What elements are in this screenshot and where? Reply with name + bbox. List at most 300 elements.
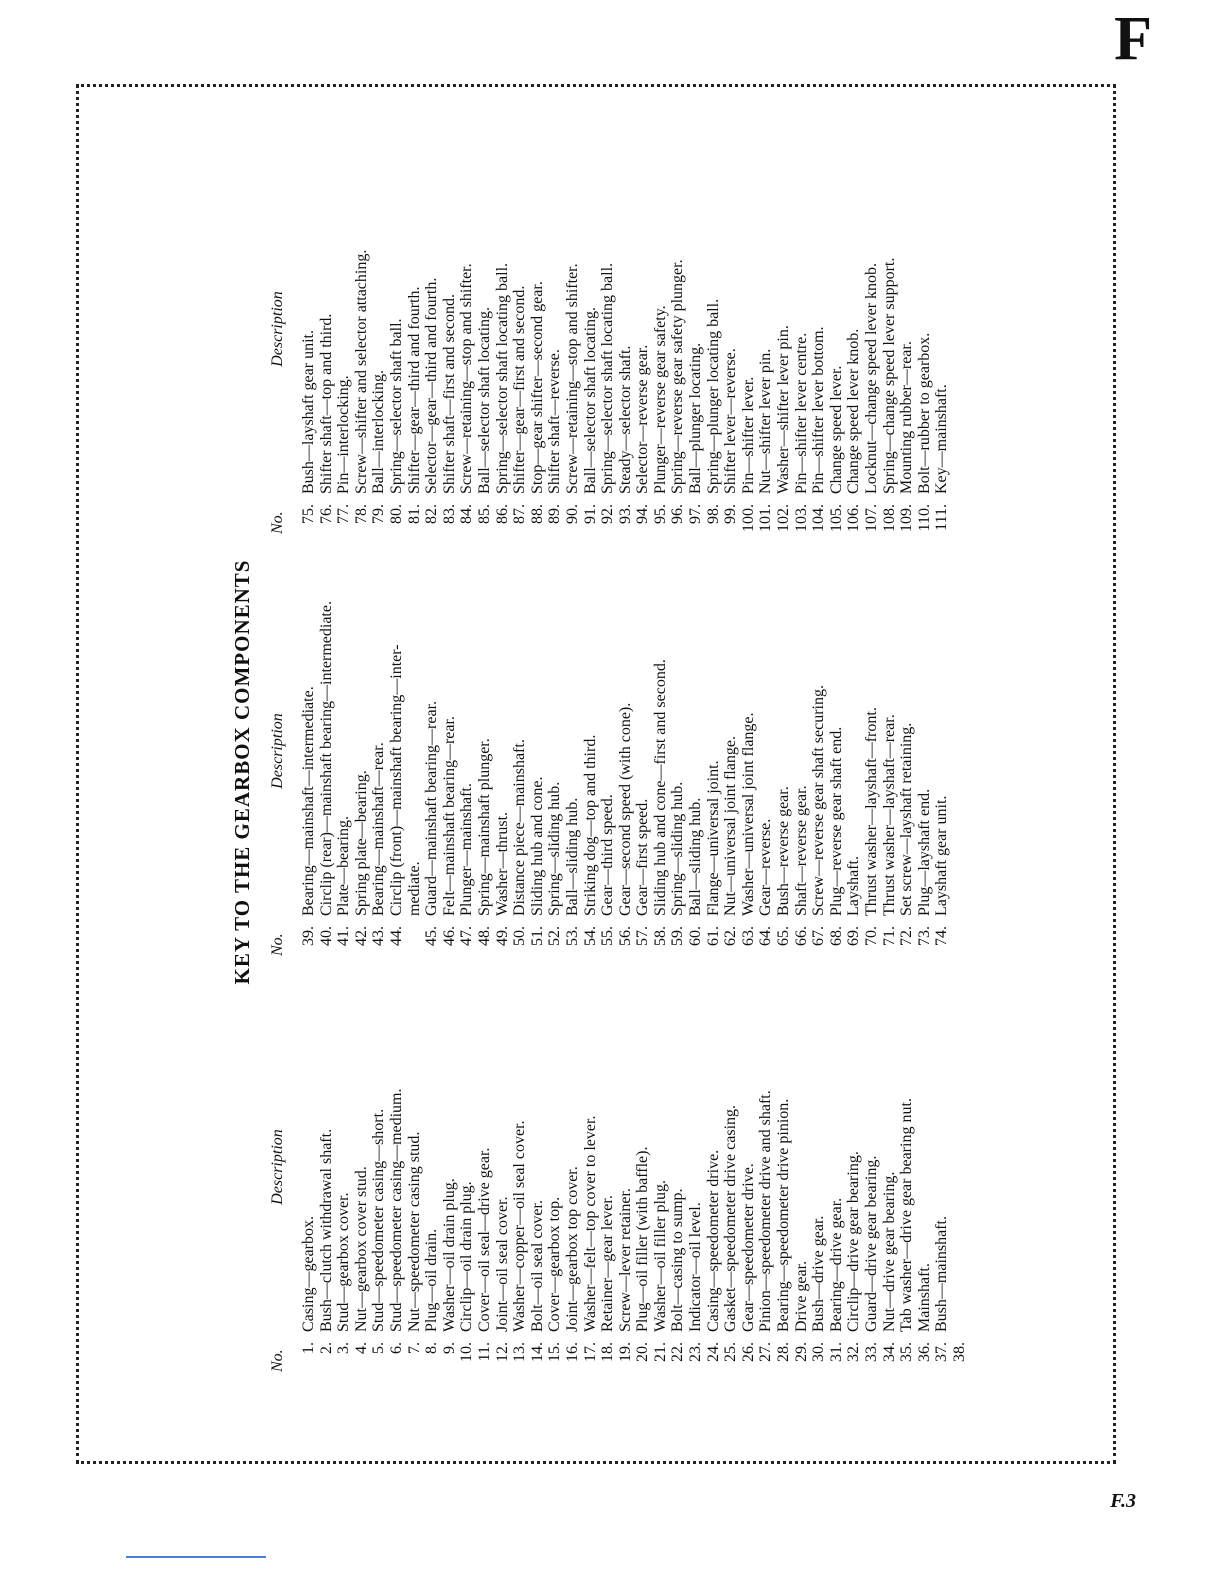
item-number: 72.	[898, 926, 916, 946]
key-row	[370, 1002, 388, 1372]
key-row	[546, 1002, 564, 1372]
item-description: Cover—gearbox top.	[546, 1196, 564, 1332]
item-number: 27.	[757, 1342, 775, 1362]
item-number: 81.	[405, 504, 423, 524]
item-description: Flange—universal joint.	[704, 760, 722, 916]
item-number: 19.	[616, 1342, 634, 1362]
item-number: 89.	[546, 504, 564, 524]
key-row	[810, 586, 828, 956]
parts-key	[230, 172, 968, 1372]
key-row	[933, 586, 951, 956]
key-row	[318, 586, 336, 956]
key-row	[898, 164, 916, 534]
item-description: Bearing—drive gear.	[827, 1197, 845, 1332]
key-row	[652, 1002, 670, 1372]
key-row	[722, 586, 740, 956]
item-number: 18.	[599, 1342, 617, 1362]
item-number: 16.	[563, 1342, 581, 1362]
item-description: Gear—first speed.	[634, 798, 652, 916]
key-row	[793, 586, 811, 956]
key-row	[318, 1002, 336, 1372]
item-number: 71.	[880, 926, 898, 946]
item-description: Screw—reverse gear shaft securing.	[810, 684, 828, 916]
item-number: 24.	[704, 1342, 722, 1362]
item-description: Selector—reverse gear.	[634, 344, 652, 494]
item-description: Joint—oil seal cover.	[493, 1196, 511, 1332]
key-row	[599, 586, 617, 956]
item-number: 36.	[915, 1342, 933, 1362]
item-number: 9.	[440, 1342, 458, 1354]
item-description: Gear—second speed (with cone).	[616, 702, 634, 916]
item-number: 57.	[634, 926, 652, 946]
key-row	[458, 586, 476, 956]
item-number: 84.	[458, 504, 476, 524]
key-row	[441, 1002, 459, 1372]
item-number: 92.	[599, 504, 617, 524]
item-description: Plug—reverse gear shaft end.	[827, 726, 845, 916]
key-row	[916, 586, 934, 956]
item-number: 59.	[669, 926, 687, 946]
blue-rule	[126, 1556, 266, 1558]
item-number: 105.	[827, 504, 845, 532]
key-row	[335, 1002, 353, 1372]
item-number: 1.	[300, 1342, 317, 1354]
item-description: Washer—shifter lever pin.	[775, 325, 793, 494]
key-row	[423, 1002, 441, 1372]
key-row	[370, 586, 388, 956]
item-number: 108.	[880, 504, 898, 532]
item-description: Drive gear.	[792, 1260, 810, 1332]
item-number: 61.	[704, 926, 722, 946]
item-description: Plug—oil drain.	[423, 1228, 441, 1332]
item-number: 50.	[511, 926, 529, 946]
key-row	[388, 1002, 406, 1372]
item-description: Bearing—mainshaft—intermediate.	[300, 686, 317, 916]
item-description: Spring—selector shaft locating ball.	[493, 262, 511, 494]
key-row	[318, 164, 336, 534]
item-description: Washer—oil filler plug.	[651, 1179, 669, 1332]
item-description: Ball—plunger locating.	[687, 342, 705, 494]
column-header	[266, 164, 290, 534]
item-description: Spring—change speed lever support.	[880, 257, 898, 494]
item-description: Pinion—speedometer drive and shaft.	[757, 1090, 775, 1332]
item-description: Plate—bearing.	[335, 816, 353, 916]
item-number: 14.	[528, 1342, 546, 1362]
item-number: 106.	[845, 504, 863, 532]
item-description: Casing—speedometer drive.	[704, 1149, 722, 1332]
item-number: 42.	[352, 926, 370, 946]
key-row	[335, 164, 353, 534]
item-description: Retainer—gear lever.	[599, 1195, 617, 1332]
item-description: Washer—thrust.	[493, 811, 511, 916]
key-row	[740, 586, 758, 956]
item-number: 23.	[687, 1342, 705, 1362]
key-row	[845, 586, 863, 956]
key-row	[669, 1002, 687, 1372]
item-description: Washer—felt—top cover to lever.	[581, 1115, 599, 1332]
item-number: 8.	[423, 1342, 441, 1354]
item-description: Spring—reverse gear safety plunger.	[669, 259, 687, 494]
key-row	[617, 1002, 635, 1372]
item-number: 53.	[563, 926, 581, 946]
key-row	[617, 164, 635, 534]
item-number: 78.	[352, 504, 370, 524]
item-description: Bolt—casing to sump.	[669, 1188, 687, 1332]
column-header	[266, 586, 290, 956]
item-number: 48.	[475, 926, 493, 946]
item-description: Ball—selector shaft locating.	[581, 306, 599, 494]
item-description: Gear—third speed.	[599, 794, 617, 916]
item-number: 5.	[370, 1342, 388, 1354]
item-number: 80.	[387, 504, 405, 524]
key-row	[775, 586, 793, 956]
column-header	[266, 1002, 290, 1372]
key-row	[353, 586, 371, 956]
item-description: Ball—interlocking.	[370, 370, 388, 494]
key-row	[564, 1002, 582, 1372]
key-row	[634, 164, 652, 534]
item-description: Nut—universal joint flange.	[722, 736, 740, 916]
item-description: Key—mainshaft.	[933, 384, 951, 494]
item-description: Change speed lever knob.	[845, 328, 863, 494]
key-row	[740, 164, 758, 534]
key-row	[898, 1002, 916, 1372]
key-row	[687, 586, 705, 956]
item-number: 69.	[845, 926, 863, 946]
item-number: 38.	[950, 1342, 968, 1362]
item-description: Thrust washer—layshaft—front.	[863, 707, 880, 916]
key-row	[740, 1002, 758, 1372]
item-description: Circlip—oil drain plug.	[458, 1181, 476, 1332]
key-row	[300, 164, 318, 534]
key-row	[810, 1002, 828, 1372]
item-description: Spring—sliding hub.	[669, 781, 687, 916]
item-description: Stop—gear shifter—second gear.	[528, 281, 546, 494]
key-row	[828, 586, 846, 956]
item-number: 41.	[335, 926, 353, 946]
item-description: Plug—oil filler (with baffle).	[634, 1146, 652, 1332]
item-description: Circlip (front)—mainshaft bearing—inter-	[387, 644, 405, 916]
item-number: 95.	[651, 504, 669, 524]
key-row	[406, 164, 424, 534]
key-row	[705, 586, 723, 956]
key-row	[476, 1002, 494, 1372]
item-description: Bush—clutch withdrawal shaft.	[317, 1128, 335, 1332]
item-number: 54.	[581, 926, 599, 946]
item-number: 86.	[493, 504, 511, 524]
key-row	[687, 1002, 705, 1372]
key-row	[863, 586, 881, 956]
item-number: 58.	[651, 926, 669, 946]
header-description: Description	[269, 291, 286, 367]
item-description: Shifter—gear—third and fourth.	[405, 286, 423, 494]
item-description: Striking dog—top and third.	[581, 734, 599, 916]
item-description: Spring—mainshaft plunger.	[475, 738, 493, 916]
item-description: Nut—speedometer casing stud.	[405, 1131, 423, 1332]
key-row	[705, 1002, 723, 1372]
item-description: Washer—copper—oil seal cover.	[511, 1120, 529, 1332]
item-description: Screw—retaining—stop and shifter.	[563, 263, 581, 494]
item-description: Screw—shifter and selector attaching.	[352, 249, 370, 494]
key-row	[370, 164, 388, 534]
item-description: Ball—sliding hub.	[687, 797, 705, 916]
key-column-2	[266, 586, 951, 956]
item-number: 79.	[370, 504, 388, 524]
item-number: 60.	[687, 926, 705, 946]
header-description: Description	[269, 713, 286, 789]
item-description: Casing—gearbox.	[300, 1216, 317, 1332]
key-row	[916, 1002, 934, 1372]
item-description: Joint—gearbox top cover.	[563, 1166, 581, 1332]
item-number: 37.	[933, 1342, 951, 1362]
item-description: Pin—shifter lever bottom.	[810, 326, 828, 494]
item-number: 65.	[775, 926, 793, 946]
key-row	[634, 586, 652, 956]
item-number: 33.	[863, 1342, 880, 1362]
item-number: 34.	[880, 1342, 898, 1362]
item-number: 7.	[405, 1342, 423, 1354]
item-description: Stud—speedometer casing—medium.	[387, 1088, 405, 1332]
item-description: Spring—plunger locating ball.	[704, 298, 722, 494]
key-row	[757, 164, 775, 534]
key-row	[546, 586, 564, 956]
key-row	[757, 1002, 775, 1372]
item-number: 30.	[810, 1342, 828, 1362]
item-description: Shifter lever—reverse.	[722, 348, 740, 494]
item-number: 22.	[669, 1342, 687, 1362]
item-number: 83.	[440, 504, 458, 524]
item-description: Stud—speedometer casing—short.	[370, 1108, 388, 1332]
key-row	[476, 164, 494, 534]
item-description: Set screw—layshaft retaining.	[898, 722, 916, 916]
item-number: 6.	[387, 1342, 405, 1354]
item-number: 55.	[599, 926, 617, 946]
item-number: 102.	[775, 504, 793, 532]
item-description: Mounting rubber—rear.	[898, 341, 916, 494]
item-number: 26.	[739, 1342, 757, 1362]
item-description: Bush—layshaft gear unit.	[300, 330, 317, 494]
item-description: Thrust washer—layshaft—rear.	[880, 714, 898, 916]
key-row	[511, 164, 529, 534]
key-row	[951, 1002, 969, 1372]
item-description: Gear—speedometer drive.	[739, 1163, 757, 1332]
item-number: 67.	[810, 926, 828, 946]
item-number: 110.	[915, 504, 933, 532]
item-number: 68.	[827, 926, 845, 946]
item-description: Guard—mainshaft bearing—rear.	[423, 700, 441, 916]
key-row	[599, 1002, 617, 1372]
item-number: 13.	[511, 1342, 529, 1362]
key-row	[775, 1002, 793, 1372]
item-description: Tab washer—drive gear bearing nut.	[898, 1098, 916, 1332]
header-no: No.	[269, 933, 286, 956]
item-number: 11.	[475, 1342, 493, 1362]
item-description: Mainshaft.	[915, 1263, 933, 1332]
item-number: 101.	[757, 504, 775, 532]
key-row	[687, 164, 705, 534]
item-description: Circlip—drive gear bearing.	[845, 1151, 863, 1332]
item-description: Bolt—oil seal cover.	[528, 1200, 546, 1332]
key-row	[494, 586, 512, 956]
item-description: Nut—gearbox cover stud.	[352, 1166, 370, 1332]
header-no: No.	[269, 1349, 286, 1372]
key-row	[458, 1002, 476, 1372]
key-row	[529, 586, 547, 956]
item-number: 56.	[616, 926, 634, 946]
item-number: 3.	[335, 1342, 353, 1354]
item-number: 63.	[739, 926, 757, 946]
item-number: 4.	[352, 1342, 370, 1354]
item-description: Pin—interlocking.	[335, 375, 353, 494]
item-description: Layshaft.	[845, 856, 863, 916]
item-number: 66.	[792, 926, 810, 946]
item-number: 29.	[792, 1342, 810, 1362]
key-row	[669, 586, 687, 956]
item-number: 76.	[317, 504, 335, 524]
item-number: 2.	[317, 1342, 335, 1354]
key-row	[652, 164, 670, 534]
key-column-3	[266, 164, 951, 534]
item-number: 93.	[616, 504, 634, 524]
item-number: 40.	[317, 926, 335, 946]
key-row	[300, 1002, 318, 1372]
item-description: Selector—gear—third and fourth.	[423, 277, 441, 494]
item-number: 88.	[528, 504, 546, 524]
item-description: Shifter shaft—first and second.	[440, 294, 458, 494]
item-number: 12.	[493, 1342, 511, 1362]
key-row	[933, 1002, 951, 1372]
item-description: Washer—oil drain plug.	[440, 1178, 458, 1332]
key-row	[494, 164, 512, 534]
key-row	[881, 1002, 899, 1372]
item-number: 39.	[300, 926, 317, 946]
item-description: Distance piece—mainshaft.	[511, 739, 529, 916]
key-row	[652, 586, 670, 956]
item-number: 98.	[704, 504, 722, 524]
key-row	[933, 164, 951, 534]
key-row	[476, 586, 494, 956]
item-number: 70.	[863, 926, 880, 946]
item-number: 17.	[581, 1342, 599, 1362]
item-number: 10.	[458, 1342, 476, 1362]
key-row	[599, 164, 617, 534]
item-description: Spring—selector shaft locating ball.	[599, 262, 617, 494]
item-description: Plunger—mainshaft.	[458, 783, 476, 916]
item-number: 44.	[387, 926, 405, 946]
item-description: Spring—sliding hub.	[546, 781, 564, 916]
key-row	[916, 164, 934, 534]
page-title: KEY TO THE GEARBOX COMPONENTS	[230, 559, 254, 985]
item-number: 49.	[493, 926, 511, 946]
item-description: Guard—drive gear bearing.	[863, 1155, 880, 1332]
key-row	[511, 586, 529, 956]
item-number: 25.	[722, 1342, 740, 1362]
item-description: Sliding hub and cone—first and second.	[651, 659, 669, 916]
item-description: Bolt—rubber to gearbox.	[915, 332, 933, 494]
key-row	[617, 586, 635, 956]
item-description: Indicator—oil level.	[687, 1202, 705, 1332]
item-number: 21.	[651, 1342, 669, 1362]
key-row	[406, 1002, 424, 1372]
key-row	[564, 586, 582, 956]
item-description: Screw—lever retainer.	[616, 1188, 634, 1332]
item-number: 15.	[546, 1342, 564, 1362]
item-number: 82.	[423, 504, 441, 524]
key-row	[423, 586, 441, 956]
item-number: 28.	[775, 1342, 793, 1362]
key-row	[529, 164, 547, 534]
item-description: mediate.	[405, 861, 423, 916]
key-row	[564, 164, 582, 534]
key-row	[335, 586, 353, 956]
item-description: Gear—reverse.	[757, 818, 775, 916]
item-description: Bearing—speedometer drive pinion.	[775, 1098, 793, 1332]
key-row	[406, 586, 424, 956]
item-number: 100.	[739, 504, 757, 532]
item-number: 62.	[722, 926, 740, 946]
key-column-1	[266, 1002, 969, 1372]
key-row	[881, 586, 899, 956]
key-row	[775, 164, 793, 534]
key-row	[863, 1002, 881, 1372]
key-row	[705, 164, 723, 534]
item-description: Circlip (rear)—mainshaft bearing—intermediate.	[317, 601, 335, 916]
key-row	[300, 586, 318, 956]
key-row	[582, 1002, 600, 1372]
item-description: Bearing—mainshaft—rear.	[370, 742, 388, 916]
item-description: Shifter shaft—reverse.	[546, 349, 564, 494]
key-row	[634, 1002, 652, 1372]
key-row	[881, 164, 899, 534]
header-description: Description	[269, 1129, 286, 1205]
item-description: Cover—oil seal—drive gear.	[475, 1147, 493, 1332]
item-number: 46.	[440, 926, 458, 946]
item-description: Stud—gearbox cover.	[335, 1192, 353, 1332]
item-description: Spring—selector shaft ball.	[387, 318, 405, 494]
item-description: Screw—retaining—stop and shifter.	[458, 263, 476, 494]
item-number: 20.	[634, 1342, 652, 1362]
item-description: Shifter shaft—top and third.	[317, 313, 335, 494]
item-number: 51.	[528, 926, 546, 946]
item-number: 111.	[933, 504, 951, 531]
key-row	[511, 1002, 529, 1372]
item-description: Plunger—reverse gear safety.	[651, 305, 669, 494]
key-row	[845, 1002, 863, 1372]
item-description: Bush—reverse gear.	[775, 786, 793, 916]
section-letter: F	[1114, 5, 1152, 73]
item-number: 94.	[634, 504, 652, 524]
item-description: Gasket—speedometer drive casing.	[722, 1104, 740, 1332]
key-row	[441, 164, 459, 534]
key-row	[828, 1002, 846, 1372]
key-row	[494, 1002, 512, 1372]
item-number: 73.	[915, 926, 933, 946]
item-number: 96.	[669, 504, 687, 524]
item-number: 43.	[370, 926, 388, 946]
item-number: 77.	[335, 504, 353, 524]
key-row	[423, 164, 441, 534]
item-number: 85.	[475, 504, 493, 524]
key-row	[388, 586, 406, 956]
item-description: Bush—mainshaft.	[933, 1216, 951, 1332]
item-number: 87.	[511, 504, 529, 524]
key-row	[582, 586, 600, 956]
item-number: 31.	[827, 1342, 845, 1362]
key-row	[793, 164, 811, 534]
item-description: Nut—shifter lever pin.	[757, 348, 775, 494]
key-row	[810, 164, 828, 534]
item-description: Felt—mainshaft bearing—rear.	[440, 716, 458, 916]
